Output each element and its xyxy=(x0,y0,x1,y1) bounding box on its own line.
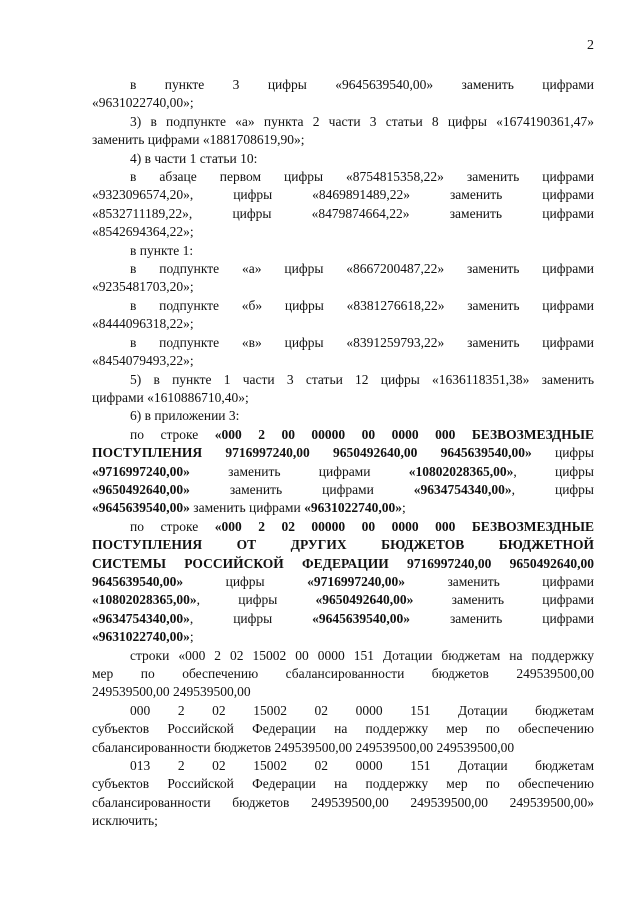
text-line: в пункте 1: xyxy=(130,242,194,258)
bold-text-run: 9645639540,00» xyxy=(92,573,184,589)
text-line: 4) в части 1 статьи 10: xyxy=(130,150,258,166)
text-line xyxy=(92,426,594,444)
bold-text-run: «000 2 02 00000 00 0000 000 БЕЗВОЗМЕЗДНЫЕ xyxy=(214,518,594,534)
text-line: сбалансированности бюджетов 249539500,00 249539500,00 249539500,00 xyxy=(92,739,515,755)
text-run: , цифры xyxy=(513,463,594,479)
text-run: ; xyxy=(189,629,194,645)
text-line: «9631022740,00»; xyxy=(92,95,194,111)
bold-text-run: «9650492640,00» xyxy=(92,481,190,497)
text-line: субъектов Российской Федерации на поддержку мер по обеспечению xyxy=(92,776,594,792)
bold-text-run: «9634754340,00» xyxy=(413,481,512,497)
text-line: в подпункте «а» цифры «8667200487,22» заменить цифрами xyxy=(130,261,594,277)
text-run: заменить цифрами xyxy=(189,463,409,479)
text-line xyxy=(92,481,594,499)
text-line: «9323096574,20», цифры «8469891489,22» заменить цифрами xyxy=(92,187,594,203)
bold-text-run: «9631022740,00» xyxy=(304,500,402,516)
bold-text-run: «9716997240,00» xyxy=(307,573,405,589)
text-line: 013 2 02 15002 02 0000 151 Дотации бюджетам xyxy=(130,758,594,774)
bold-text-run: «10802028365,00» xyxy=(92,592,197,608)
text-run: заменить цифрами xyxy=(189,500,305,516)
text-line xyxy=(92,463,594,481)
text-run: заменить цифрами xyxy=(189,481,414,497)
text-run: по строке xyxy=(130,426,215,442)
bold-text-run: «10802028365,00» xyxy=(408,463,514,479)
page-number: 2 xyxy=(587,38,594,53)
text-line: цифрами «1610886710,40»; xyxy=(92,389,249,405)
bold-text-run: «9645639540,00» xyxy=(312,610,411,626)
text-line: «8444096318,22»; xyxy=(92,316,194,332)
text-line: «8542694364,22»; xyxy=(92,224,194,240)
text-line xyxy=(92,555,594,573)
text-line xyxy=(92,591,594,609)
text-run: заменить цифрами xyxy=(410,610,594,626)
bold-text-run: СИСТЕМЫ РОССИЙСКОЙ ФЕДЕРАЦИИ 9716997240,00 9650492640,00 xyxy=(92,555,594,571)
text-line: «8454079493,22»; xyxy=(92,353,194,369)
text-line: 5) в пункте 1 части 3 статьи 12 цифры «1636118351,38» заменить xyxy=(130,371,594,387)
text-line xyxy=(92,444,594,462)
text-run: заменить цифрами xyxy=(404,573,594,589)
text-line: субъектов Российской Федерации на поддержку мер по обеспечению xyxy=(92,721,594,737)
bold-text-run: «9634754340,00» xyxy=(92,610,190,626)
text-run: , цифры xyxy=(189,610,313,626)
text-line xyxy=(92,610,594,628)
bold-text-run: ПОСТУПЛЕНИЯ ОТ ДРУГИХ БЮДЖЕТОВ БЮДЖЕТНОЙ xyxy=(92,537,594,553)
text-line: 249539500,00 249539500,00 xyxy=(92,684,251,700)
text-line: строки «000 2 02 15002 00 0000 151 Дотации бюджетам на поддержку xyxy=(130,647,594,663)
text-run: , цифры xyxy=(511,481,594,497)
text-line: в абзаце первом цифры «8754815358,22» заменить цифрами xyxy=(130,169,594,185)
text-run: заменить цифрами xyxy=(413,592,594,608)
text-line xyxy=(92,536,594,554)
bold-text-run: ПОСТУПЛЕНИЯ 9716997240,00 9650492640,00 9645639540,00» xyxy=(92,445,532,461)
text-line: «8532711189,22», цифры «8479874664,22» заменить цифрами xyxy=(92,205,594,221)
bold-text-run: «9650492640,00» xyxy=(315,592,414,608)
text-line: мер по обеспечению сбалансированности бюджетов 249539500,00 xyxy=(92,666,594,681)
text-line: исключить; xyxy=(92,813,158,829)
text-line: 6) в приложении 3: xyxy=(130,408,240,424)
bold-text-run: «9631022740,00» xyxy=(92,629,190,645)
text-line: в подпункте «в» цифры «8391259793,22» заменить цифрами xyxy=(130,334,594,350)
text-line: «9235481703,20»; xyxy=(92,279,194,295)
text-run: цифры xyxy=(183,573,308,589)
text-line xyxy=(92,499,594,517)
text-run: ; xyxy=(401,500,406,516)
text-line: 000 2 02 15002 02 0000 151 Дотации бюджетам xyxy=(130,702,594,718)
text-run: цифры xyxy=(531,445,594,461)
text-line: заменить цифрами «1881708619,90»; xyxy=(92,132,305,148)
text-run: , цифры xyxy=(196,592,316,608)
text-line xyxy=(92,518,594,536)
bold-text-run: «000 2 00 00000 00 0000 000 БЕЗВОЗМЕЗДНЫЕ xyxy=(214,426,594,442)
bold-text-run: «9645639540,00» xyxy=(92,500,190,516)
text-line: в подпункте «б» цифры «8381276618,22» заменить цифрами xyxy=(130,297,594,313)
document-body xyxy=(92,76,594,831)
text-line: в пункте 3 цифры «9645639540,00» заменить цифрами xyxy=(130,77,594,92)
text-run: по строке xyxy=(130,518,215,534)
bold-text-run: «9716997240,00» xyxy=(92,463,190,479)
text-line: 3) в подпункте «а» пункта 2 части 3 статьи 8 цифры «1674190361,47» xyxy=(130,113,594,129)
text-line xyxy=(92,628,594,646)
text-line: сбалансированности бюджетов 249539500,00 249539500,00 249539500,00» xyxy=(92,794,594,810)
text-line xyxy=(92,573,594,591)
